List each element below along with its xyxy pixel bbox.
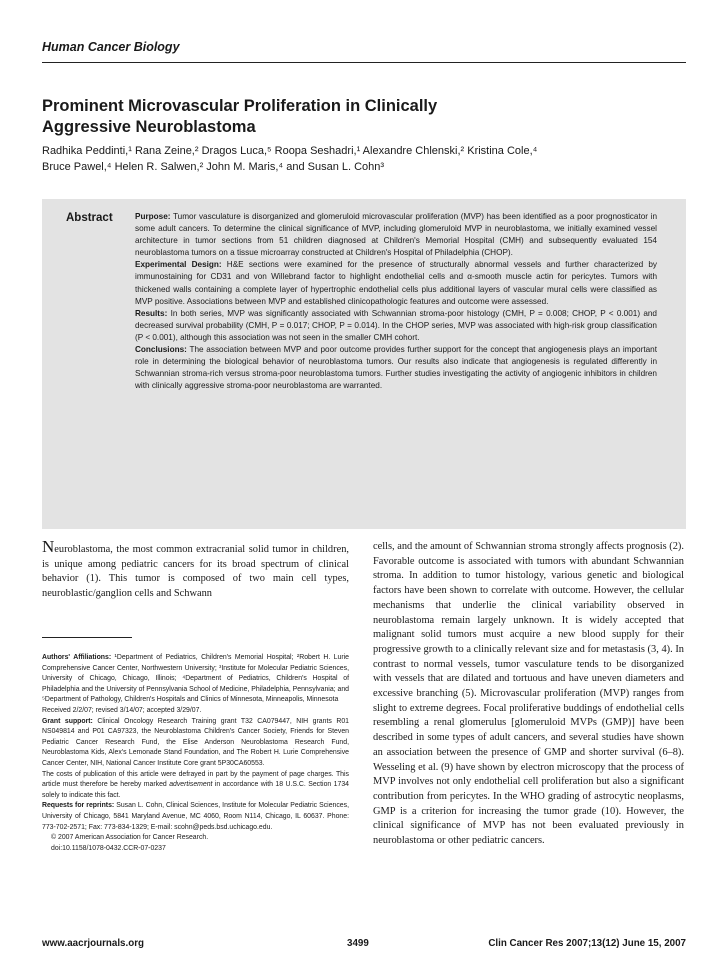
reprints-text: Susan L. Cohn, Clinical Sciences, Institute for Molecular Pediatric Sciences, University of Chicago, 5841 Maryland Avenue, MC 4060, Room N114, Chicago, IL 60637. Phone: 773-702-2571; Fax: 773-834-1329; E-mail: scohn@peds.bsd.uchicago.edu. [42,802,349,831]
abstract-box [42,199,686,529]
article-title-line1: Prominent Microvascular Proliferation in Clinically [42,97,438,115]
footnotes [42,653,349,854]
received-dates: Received 2/2/07; revised 3/14/07; accepted 3/29/07. [42,706,202,714]
drop-cap: N [42,537,55,556]
publication-costs [42,770,349,802]
copyright-notice: © 2007 American Association for Cancer Research. [51,834,209,842]
intro-paragraph [42,537,349,602]
reprint-requests [42,801,349,833]
header-rule [42,62,686,63]
author-list [42,143,682,175]
journal-section-header: Human Cancer Biology [42,40,180,54]
article-title [42,96,602,138]
design-text: H&E sections were examined for the presence of structurally abnormal vessels and further characterized by immunostaining for CD31 and von Willebrand factor to highlight endothelial cells and α-smooth muscle actin for pericytes. Tumors with thickened walls containing a complete layer of hypertrophic endothelial cells plus additional layers of vascular mural cells were classified as MVP positive. Associations between MVP and established clinicopathologic features and outcome were assessed. [135,260,657,306]
conclusions-text: The association between MVP and poor outcome provides further support for the concept that angiogenesis plays an important role in determining the biological behavior of neuroblastoma tumors. Our results also indicate that angiogenesis is regulated differently in Schwannian stroma-rich versus stroma-poor neuroblastoma tumors. Further studies investigating the activity of angiogenic inhibitors in children with clinically aggressive stroma-poor neuroblastoma are warranted. [135,345,657,391]
intro-text: euroblastoma, the most common extracranial solid tumor in children, is unique among pediatric cancers for its broad spectrum of clinical behavior (1). This tumor is composed of two main cell types, neuroblastic/ganglion cells and Schwann [42,544,349,600]
costs-text-a: The costs of publication of this article were defrayed in part by the payment of page charges. This article must therefore be hereby marked [42,770,349,789]
results-heading: Results: [135,308,168,318]
reprints-heading: Requests for reprints: [42,802,115,810]
conclusions-heading: Conclusions: [135,345,187,355]
grant-support [42,717,349,770]
grant-text: Clinical Oncology Research Training grant T32 CA079447, NIH grants R01 NS049814 and P01 CA97323, the Neuroblastoma Children's Cancer Society, Friends for Steven Pediatric Cancer Research Fund, the Elise Anderson Neuroblastoma Research Fund, Neuroblastoma Kids, Alex's Lemonade Stand Foundation, and The Robert H. Lurie Comprehensive Cancer Center, NIH, National Cancer Institute Core grant 5P30CA60553. [42,717,349,767]
body-column-left [42,537,349,602]
footnote-rule [42,637,132,638]
article-title-line2: Aggressive Neuroblastoma [42,118,256,136]
author-line2: Bruce Pawel,⁴ Helen R. Salwen,² John M. Maris,⁴ and Susan L. Cohn³ [42,161,385,173]
abstract-purpose [135,211,657,259]
page-number: 3499 [347,938,369,949]
abstract-body [135,211,657,392]
footer-citation: Clin Cancer Res 2007;13(12) June 15, 2007 [488,938,686,949]
affiliations [42,653,349,706]
purpose-text: Tumor vasculature is disorganized and glomeruloid microvascular proliferation (MVP) has been identified as a poor prognosticator in some adult cancers. To determine the clinical significance of MVP, including glomeruloid MVP in neuroblastoma, we initially examined vessel architecture in tumor sections from 51 children diagnosed at Children's Memorial Hospital (CMH) and subsequently evaluated 154 neuroblastoma tumors on a tissue microarray constructed at Children's Hospital of Philadelphia (CHOP). [135,212,657,258]
costs-text-b: in accordance with 18 U.S.C. Section 1734 solely to indicate this fact. [42,781,349,799]
abstract-results [135,308,657,344]
abstract-design [135,259,657,307]
costs-emphasis: advertisement [169,781,213,789]
grant-heading: Grant support: [42,717,93,725]
abstract-conclusions [135,344,657,392]
body-column-right [373,540,684,849]
affiliations-text: ¹Department of Pediatrics, Children's Memorial Hospital; ²Robert H. Lurie Comprehensive Cancer Center, Northwestern University; ³Institute for Molecular Pediatric Sciences, University of Chicago, Chicago, Illinois; ⁴Department of Pediatrics, Children's Hospital of Philadelphia and the University of Pennsylvania School of Medicine, Philadelphia, Pennsylvania; and ⁵Department of Pathology, Children's Hospitals and Clinics of Minnesota, Minneapolis, Minnesota [42,654,349,704]
doi: doi:10.1158/1078-0432.CCR-07-0237 [51,844,166,852]
purpose-heading: Purpose: [135,212,171,221]
results-text: In both series, MVP was significantly associated with Schwannian stroma-poor histology (CMH, P = 0.008; CHOP, P < 0.001) and decreased survival probability (CMH, P = 0.017; CHOP, P = 0.014). In the CHOP series, MVP was associated with high-risk group classification (P < 0.001), although this association was not seen in the smaller CMH cohort. [135,308,657,342]
footer-url: www.aacrjournals.org [42,938,144,949]
abstract-label: Abstract [66,212,113,224]
author-line1: Radhika Peddinti,¹ Rana Zeine,² Dragos Luca,⁵ Roopa Seshadri,¹ Alexandre Chlenski,² Kristina Cole,⁴ [42,145,538,157]
affiliations-heading: Authors' Affiliations: [42,654,112,661]
right-column-paragraph: cells, and the amount of Schwannian stroma strongly affects prognosis (2). Favorable outcome is associated with tumors with abundant Schwannian stroma. In addition to tumor histology, various genetic and biological factors have been shown to correlate with outcome. However, the cellular mechanisms that underlie the clinical variability observed in neuroblastoma remain largely unknown. It is widely accepted that malignant solid tumors must acquire a new blood supply for their progressive growth to a clinically relevant size and for metastasis (3, 4). In contrast to normal vessels, tumor vasculature tends to be disorganized with vessels that are dilated and tortuous and have uneven diameters and excessive branching (5). Microvascular proliferation (MVP) ranges from slight to extreme degrees. Focal proliferative buddings of endothelial cells resembling a renal glomerulus [glomeruloid MVPs (GMP)] have been described in some types of adult cancers, and several studies have shown an association between the presence of GMP and shorter survival (6–8). Wesseling et al. (9) have shown by electron microscopy that the process of MVP involves not only endothelial cell proliferation but also a significant contribution from pericytes. In the WHO grading of astrocytic neoplasms, GMP is a criterion for increasing the tumor grade (10). However, the clinical significance of MVP has not been evaluated previously in neuroblastoma or other pediatric cancers. [373,541,684,847]
design-heading: Experimental Design: [135,260,222,270]
